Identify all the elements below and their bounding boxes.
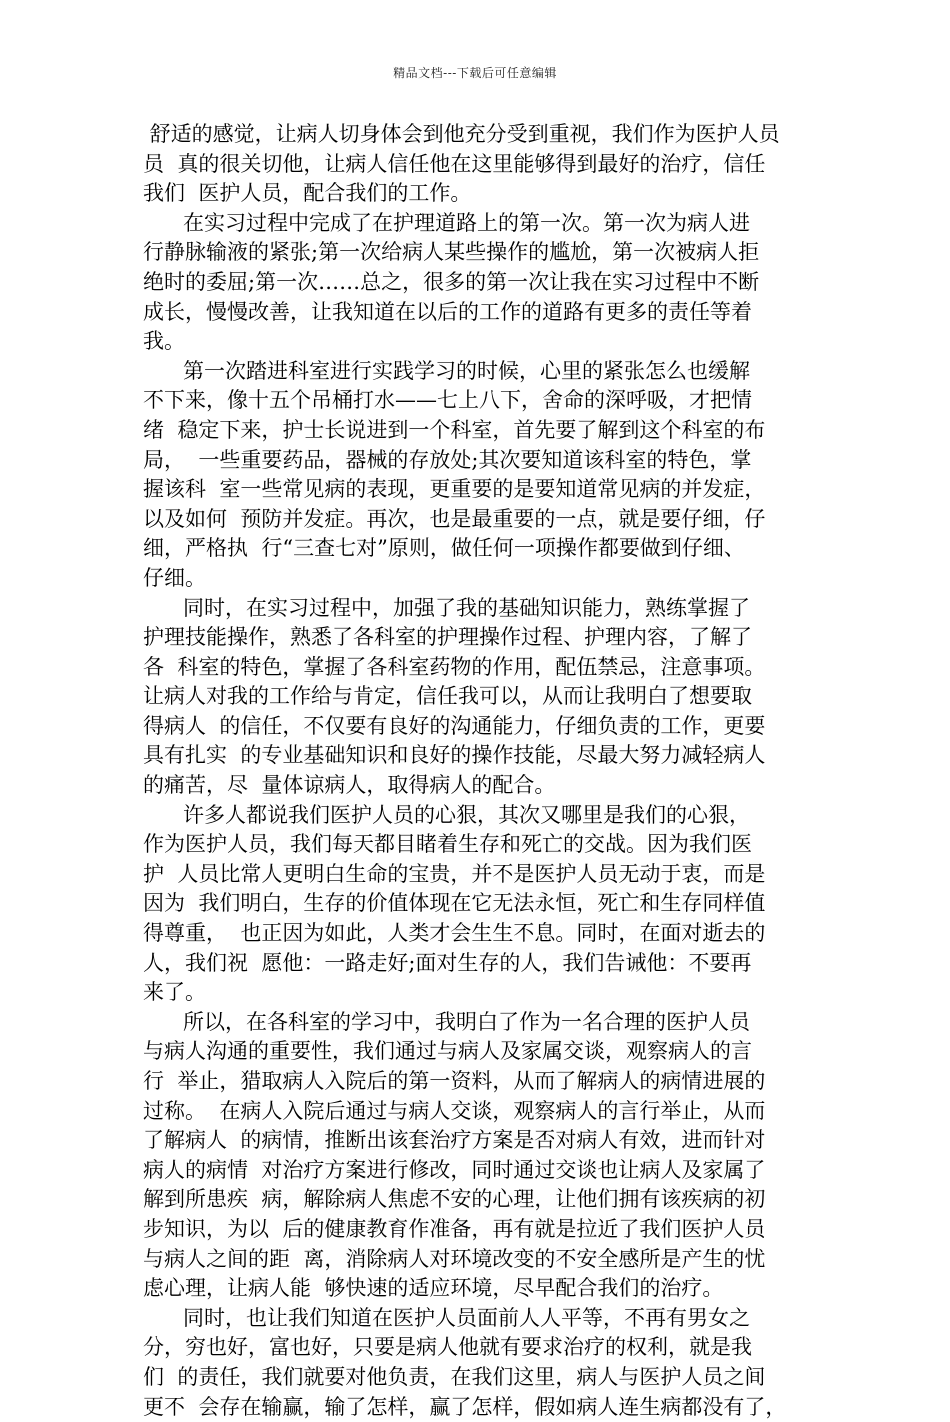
text-line: 过称。 在病人入院后通过与病人交谈，观察病人的言行举止，从而 <box>143 1098 766 1123</box>
text-line: 不下来，像十五个吊桶打水——七上八下，舍命的深呼吸，才把情 <box>143 388 752 413</box>
text-line: 与病人沟通的重要性，我们通过与病人及家属交谈，观察病人的言 <box>143 1039 752 1064</box>
text-line: 因为 我们明白，生存的价值体现在它无法永恒，死亡和生存同样值 <box>143 891 766 916</box>
text-line: 让病人对我的工作给与肯定，信任我可以，从而让我明白了想要取 <box>143 684 752 709</box>
text-line: 虑心理，让病人能 够快速的适应环境，尽早配合我们的治疗。 <box>143 1276 724 1301</box>
text-line: 握该科 室一些常见病的表现，更重要的是要知道常见病的并发症， <box>143 477 766 502</box>
text-line: 的痛苦，尽 量体谅病人，取得病人的配合。 <box>143 773 556 798</box>
text-line: 分，穷也好，富也好，只要是病人他就有要求治疗的权利，就是我 <box>143 1335 752 1360</box>
text-line: 细，严格执 行“三查七对”原则，做任何一项操作都要做到仔细、 <box>143 536 745 561</box>
text-line: 得病人 的信任，不仅要有良好的沟通能力，仔细负责的工作，更要 <box>143 713 766 738</box>
text-line: 成长，慢慢改善，让我知道在以后的工作的道路有更多的责任等着 <box>143 299 752 324</box>
text-line: 人，我们祝 愿他：一路走好;面对生存的人，我们告诫他：不要再 <box>143 950 752 975</box>
text-line: 局， 一些重要药品，器械的存放处;其次要知道该科室的特色，掌 <box>143 447 752 472</box>
text-line: 病人的病情 对治疗方案进行修改，同时通过交谈也让病人及家属了 <box>143 1157 766 1182</box>
text-line: 许多人都说我们医护人员的心狠，其次又哪里是我们的心狠， <box>143 802 751 827</box>
text-line: 护 人员比常人更明白生命的宝贵，并不是医护人员无动于衷，而是 <box>143 861 766 886</box>
text-line: 所以，在各科室的学习中，我明白了作为一名合理的医护人员 <box>143 1009 751 1034</box>
text-line: 以及如何 预防并发症。再次，也是最重要的一点，就是要仔细，仔 <box>143 506 766 531</box>
text-line: 解到所患疾 病，解除病人焦虑不安的心理，让他们拥有该疾病的初 <box>143 1187 766 1212</box>
text-line: 绪 稳定下来，护士长说进到一个科室，首先要了解到这个科室的布 <box>143 417 766 442</box>
text-line: 舒适的感觉，让病人切身体会到他充分受到重视，我们作为医护人员 <box>143 122 780 146</box>
page-header: 精品文档---下载后可任意编辑 <box>393 66 557 80</box>
text-line: 行 举止，猎取病人入院后的第一资料，从而了解病人的病情进展的 <box>143 1069 766 1093</box>
text-line: 同时，也让我们知道在医护人员面前人人平等，不再有男女之 <box>143 1305 751 1330</box>
text-line: 作为医护人员，我们每天都目睹着生存和死亡的交战。因为我们医 <box>143 832 752 857</box>
text-line: 行静脉输液的紧张;第一次给病人某些操作的尴尬，第一次被病人拒 <box>143 240 760 265</box>
text-line: 绝时的委屈;第一次……总之，很多的第一次让我在实习过程中不断 <box>143 269 760 294</box>
text-line: 我们 医护人员，配合我们的工作。 <box>143 181 472 206</box>
text-line: 来了。 <box>143 980 206 1005</box>
text-line: 第一次踏进科室进行实践学习的时候，心里的紧张怎么也缓解 <box>143 358 751 383</box>
text-line: 在实习过程中完成了在护理道路上的第一次。第一次为病人进 <box>143 210 751 235</box>
text-line: 了解病人 的病情，推断出该套治疗方案是否对病人有效，进而针对 <box>143 1128 766 1153</box>
text-line: 我。 <box>143 329 185 354</box>
text-line: 护理技能操作，熟悉了各科室的护理操作过程、护理内容，了解了 <box>143 625 752 650</box>
text-line: 仔细。 <box>143 565 206 590</box>
text-line: 得尊重， 也正因为如此，人类才会生生不息。同时，在面对逝去的 <box>143 921 766 946</box>
text-line: 步知识，为以 后的健康教育作准备，再有就是拉近了我们医护人员 <box>143 1216 766 1241</box>
text-line: 与病人之间的距 离，消除病人对环境改变的不安全感所是产生的忧 <box>143 1246 766 1271</box>
text-line: 各 科室的特色，掌握了各科室药物的作用，配伍禁忌，注意事项。 <box>143 654 766 679</box>
text-line: 更不 会存在输赢，输了怎样，赢了怎样，假如病人连生病都没有了， <box>143 1394 787 1419</box>
text-line: 同时，在实习过程中，加强了我的基础知识能力，熟练掌握了 <box>143 595 751 620</box>
text-line: 们 的责任，我们就要对他负责，在我们这里，病人与医护人员之间 <box>143 1364 766 1389</box>
document-body <box>143 120 809 1422</box>
text-line: 具有扎实 的专业基础知识和良好的操作技能，尽最大努力减轻病人 <box>143 743 766 768</box>
text-line: 员 真的很关切他，让病人信任他在这里能够得到最好的治疗，信任 <box>143 151 766 176</box>
